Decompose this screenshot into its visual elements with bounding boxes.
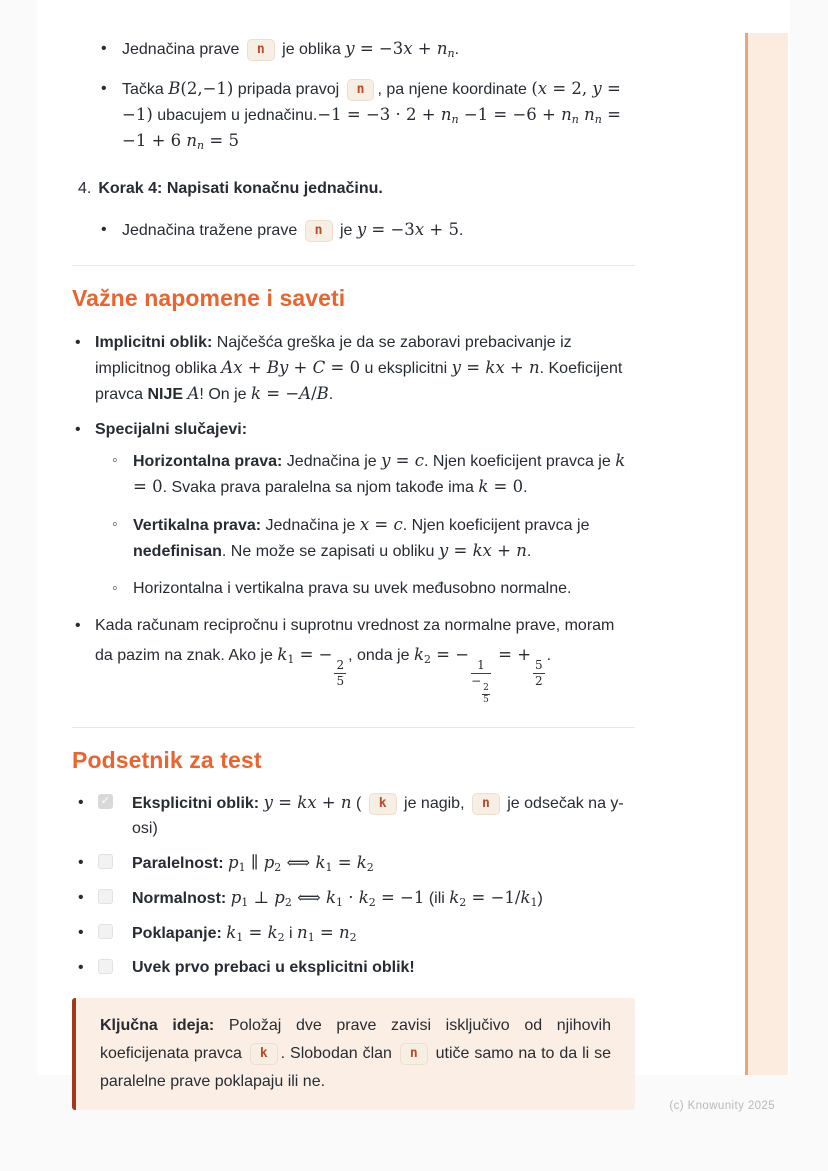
checklist-item [72,955,635,980]
inline-code-badge: n [247,39,275,61]
check-icon: • ✓ [100,795,111,808]
step3-sublist [72,36,635,154]
list-item [72,417,635,601]
page-edge-stripe [745,33,788,1075]
page-content [72,0,635,1110]
notes-heading: Važne napomene i saveti [72,285,346,311]
checklist-item [72,920,635,946]
copyright-footer: (c) Knowunity 2025 [669,1100,775,1112]
checklist-item-text: Normalnost: $p_1$ ⊥ $p_2$ ⟺ $k_1 \cdot k_2 = -1$ (ili $k_2 = -1/k_1$) [132,888,543,910]
key-idea-callout [72,998,635,1110]
step-number: 4. [78,180,92,197]
inline-code-badge: n [347,79,375,101]
list-item: ◦ Horizontalna i vertikalna prava su uvek međusobno normalne. [95,576,635,601]
checklist-item [72,790,635,841]
checkbox[interactable] [98,794,113,809]
checklist-item-text: Uvek prvo prebaci u eksplicitni oblik! [132,959,415,977]
inline-code-badge: n [305,220,333,242]
step-title: Korak 4: Napisati konačnu jednačinu. [98,180,383,197]
inline-code-badge: k [250,1043,278,1065]
inline-code-badge: n [400,1043,428,1065]
list-item: • Jednačina prave n je oblika $y = -3x + n_n$. [72,36,635,62]
callout-text: Ključna ideja: Položaj dve prave zavisi isključivo od njihovih koeficijenata pravca k . Slobodan član n utiče samo na to da li se paralelne prave poklapaju ili ne. [100,1017,612,1091]
list-item-text: Specijalni slučajevi: [95,421,248,438]
numbered-step [78,176,635,201]
checklist-item-text: Paralelnost: $p_1$ ∥ $p_2$ ⟺ $k_1 = k_2$ [132,853,374,875]
checklist-heading: Podsetnik za test [72,747,262,774]
checkbox[interactable] [98,889,113,904]
checklist [72,790,635,980]
list-item: ◦ Horizontalna prava: Jednačina je y = c. Njen koeficijent pravca je k = 0. Svaka prava paralelna sa njom takođe ima k = 0. [95,448,635,500]
checkbox[interactable] [98,854,113,869]
checklist-item-text: Poklapanje: $k_1 = k_2$ i $n_1 = n_2$ [132,923,357,945]
list-item: • Implicitni oblik: Najčešća greška je da se zaboravi prebacivanje iz implicitnog oblika Ax + By + C = 0 u eksplicitni y = kx + n. Koeficijent pravca NIJE A! On je k = −A/B. [72,330,635,407]
step4-sublist [72,217,635,243]
list-item: • Jednačina tražene prave n je y = −3x + 5. [72,217,635,243]
notes-list [72,330,635,705]
list-item: • Kada računam recipročnu i suprotnu vrednost za normalne prave, moram da pazim na znak. Ako je $k_1$ = − $\frac{2}{5}$ , onda je $k_2$ = − 1 − $\frac{2}{5}$ = + $\frac{5}{2}$ . [72,611,635,705]
special-cases-sublist [95,448,635,601]
checklist-item [72,850,635,876]
section-divider [72,727,635,728]
checklist-item-text: Eksplicitni oblik: y = kx + n ( k je nagib, n je odsečak na y-osi) [132,793,624,838]
checkbox[interactable] [98,959,113,974]
inline-code-badge: k [369,793,397,815]
page-card [37,0,790,1091]
inline-code-badge: n [472,793,500,815]
list-item: ◦ Vertikalna prava: Jednačina je x = c. Njen koeficijent pravca je nedefinisan. Ne može se zapisati u obliku y = kx + n. [95,512,635,564]
checklist-item [72,885,635,911]
list-item: • Tačka B(2,−1) pripada pravoj n , pa njene koordinate (x = 2, y = −1) ubacujem u jednačinu.−1 = $-3 \cdot 2 + n_n -1 = -6 + n_n$ $n_n = -1 + 6$ $n_n = 5$ [72,76,635,154]
section-divider [72,265,635,266]
checkbox[interactable] [98,924,113,939]
